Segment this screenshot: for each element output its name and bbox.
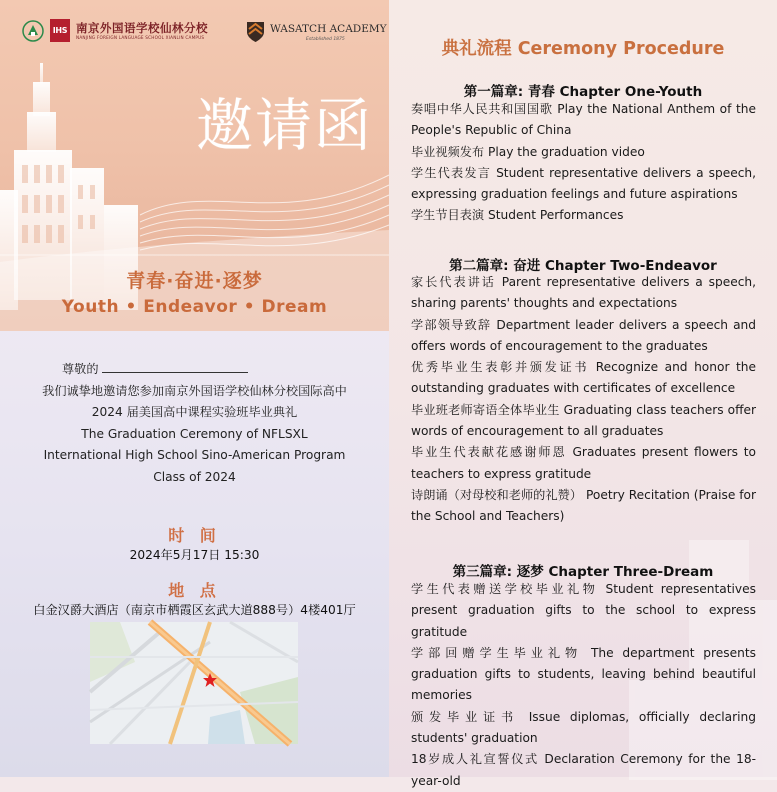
invitation-line: International High School Sino-American Program	[43, 448, 346, 462]
procedure-item: 毕业班老师寄语全体毕业生 Graduating class teachers offer words of encouragement to all graduates	[411, 402, 756, 439]
procedure-panel	[389, 0, 777, 788]
chapter-items	[411, 579, 756, 792]
map-graphic	[90, 622, 298, 744]
procedure-item: 优秀毕业生表彰并颁发证书 Recognize and honor the outstanding graduates with certificates of excellence	[411, 360, 756, 396]
motto-en: Youth • Endeavor • Dream	[61, 297, 328, 317]
procedure-item: 18岁成人礼宣誓仪式 Declaration Ceremony for the 18-year-old	[411, 752, 756, 788]
school-name-en: NANJING FOREIGN LANGUAGE SCHOOL XIANLIN CAMPUS	[76, 35, 205, 40]
procedure-item: 学生代表赠送学校毕业礼物 Student representatives present graduation gifts to the school to express gratitude	[411, 582, 756, 639]
invitation-title: 邀请函	[196, 93, 373, 159]
procedure-item: 毕业视频发布 Play the graduation video	[411, 144, 645, 159]
chapter-items	[411, 99, 756, 227]
ihs-badge: IHS	[50, 19, 70, 42]
motto-cn: 青春·奋进·逐梦	[126, 270, 263, 292]
invitation-line: 2024 届美国高中课程实验班毕业典礼	[91, 405, 298, 419]
partner-name: WASATCH ACADEMY	[270, 23, 387, 35]
place-label: 地 点	[168, 581, 221, 600]
location-map[interactable]	[90, 622, 298, 744]
invitation-line: Class of 2024	[153, 469, 236, 484]
chapter-title: 第三篇章: 逐梦 Chapter Three-Dream	[452, 564, 714, 580]
partner-established: Established 1875	[306, 37, 345, 42]
chapter-items	[411, 272, 756, 528]
time-label: 时 间	[168, 526, 221, 545]
location-marker-icon	[202, 672, 218, 688]
salutation-label: 尊敬的	[62, 362, 99, 376]
invitation-panel	[0, 0, 389, 777]
procedure-item: 奏唱中华人民共和国国歌 Play the National Anthem of the People's Republic of China	[411, 102, 756, 138]
place-value: 白金汉爵大酒店（南京市栖霞区玄武大道888号）4楼401厅	[33, 603, 356, 617]
invitation-text	[0, 359, 389, 488]
salutation	[0, 359, 389, 381]
invitation-line: 我们诚挚地邀请您参加南京外国语学校仙林分校国际高中	[42, 383, 347, 398]
procedure-item: 学部回赠学生毕业礼物 The department presents graduation gifts to students, leaving behind beautiful memories	[411, 645, 756, 703]
chapter-title: 第一篇章: 青春 Chapter One-Youth	[463, 84, 703, 100]
procedure-item: 诗朗诵（对母校和老师的礼赞） Poetry Recitation (Praise for the School and Teachers)	[411, 487, 756, 524]
procedure-item: 学生节目表演 Student Performances	[411, 208, 624, 223]
wasatch-shield-icon	[246, 21, 265, 43]
school-name-cn: 南京外国语学校仙林分校	[76, 21, 208, 35]
procedure-item: 毕业生代表献花感谢师恩 Graduates present flowers to teachers to express gratitude	[411, 445, 756, 481]
time-value: 2024年5月17日 15:30	[129, 548, 260, 562]
procedure-item: 学部领导致辞 Department leader delivers a speech and offers words of encouragement to the graduates	[411, 317, 756, 353]
chapter-title: 第二篇章: 奋进 Chapter Two-Endeavor	[449, 258, 717, 274]
invitation-line: The Graduation Ceremony of NFLSXL	[81, 426, 308, 441]
procedure-item: 颁发毕业证书 Issue diplomas, officially declaring students' graduation	[411, 709, 756, 746]
recipient-blank	[102, 360, 248, 373]
procedure-item: 家长代表讲话 Parent representative delivers a speech, sharing parents' thoughts and expectations	[411, 275, 756, 311]
procedure-title: 典礼流程 Ceremony Procedure	[441, 39, 725, 59]
school-emblem-icon	[22, 20, 44, 42]
procedure-item: 学生代表发言 Student representative delivers a speech, expressing graduation feelings and future aspirations	[411, 165, 756, 202]
